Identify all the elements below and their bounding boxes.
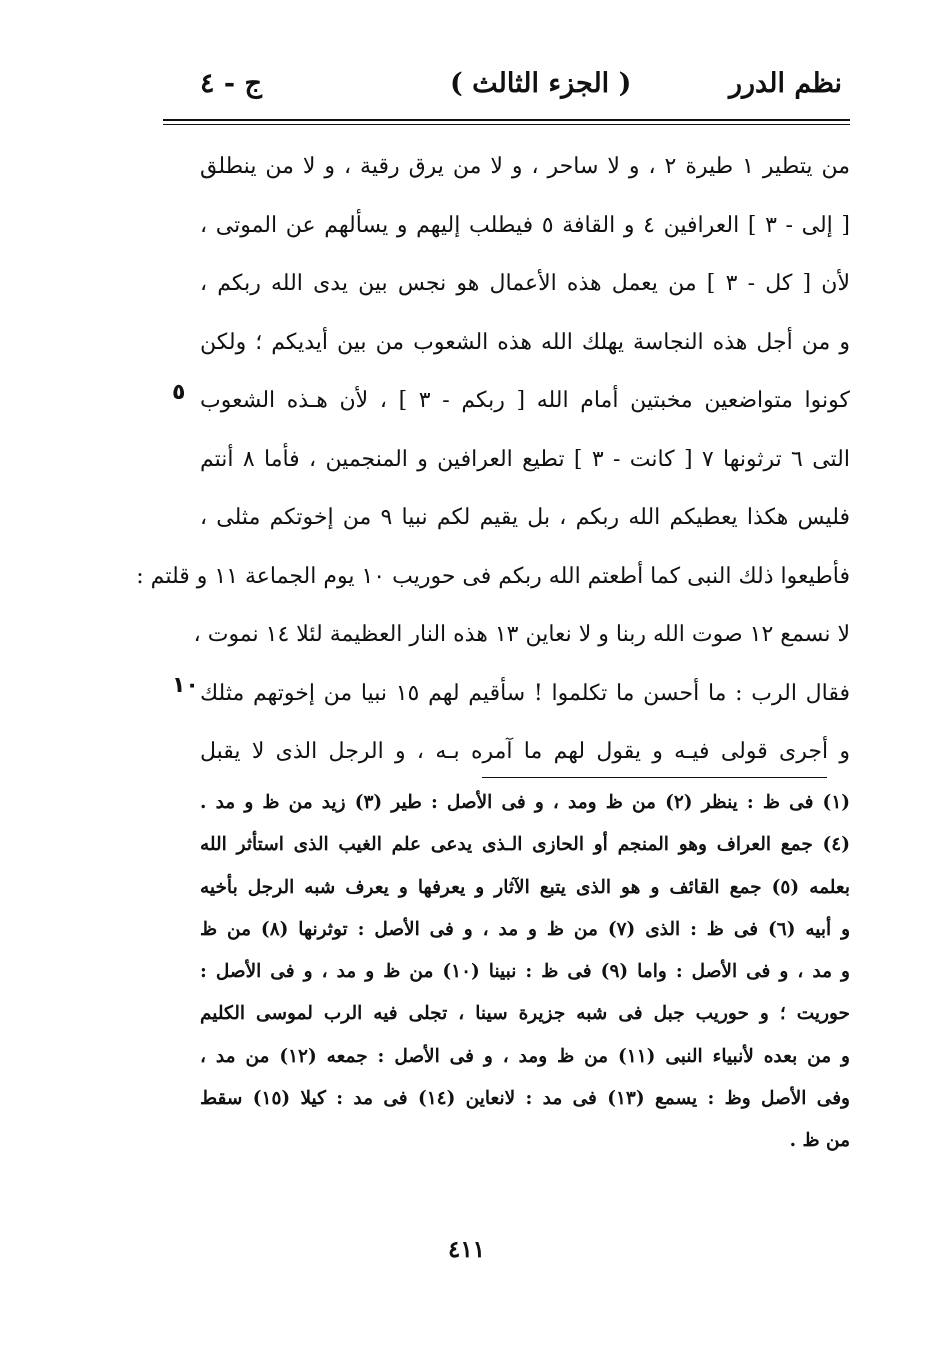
header-rule-thin: [163, 124, 850, 125]
text-line: التى ٦ ترثونها ٧ [ كانت - ٣ ] تطيع العرافين و المنجمين ، فأما ٨ أنتم: [200, 446, 850, 472]
text-line: و أجرى قولى فيـه و يقول لهم ما آمره بـه ، و الرجل الذى لا يقبل: [200, 739, 850, 764]
book-title: نظم الدرر: [728, 68, 842, 99]
text-line: من يتطير ١ طيرة ٢ ، و لا ساحر ، و لا من يرق رقية ، و لا من ينطلق: [200, 154, 850, 179]
text-line: فقال الرب : ما أحسن ما تكلموا ! سأقيم لهم ١٥ نبيا من إخوتهم مثلك: [200, 680, 850, 706]
footnote-line: من ظ .: [789, 1130, 850, 1152]
footnote-line: حوريت ؛ و حوريب جبل فى شبه جزيرة سينا ، تجلى فيه الرب لموسى الكليم: [200, 1003, 850, 1025]
text-line: فليس هكذا يعطيكم الله ربكم ، بل يقيم لكم نبيا ٩ من إخوتكم مثلى ،: [200, 505, 850, 530]
footnote-line: و أبيه (٦) فى ظ : الذى (٧) من ظ و مد ، و فى الأصل : توثرنها (٨) من ظ: [200, 918, 851, 940]
line-number-10: ١٠: [172, 673, 199, 698]
part-label: ( الجزء الثالث ): [450, 68, 632, 99]
footnote-separator: [482, 777, 827, 778]
footnote-line: (٤) جمع العراف وهو المنجم أو الحازى الـذى يدعى علم الغيب الذى استأثر الله: [200, 834, 850, 856]
footnotes: [200, 782, 850, 1163]
text-line: لا نسمع ١٢ صوت الله ربنا و لا نعاين ١٣ هذه النار العظيمة لئلا ١٤ نموت ،: [193, 622, 850, 647]
text-line: [ إلى - ٣ ] العرافين ٤ و القافة ٥ فيطلب إليهم و يسألهم عن الموتى ،: [200, 212, 851, 238]
text-line: و من أجل هذه النجاسة يهلك الله هذه الشعوب من بين أيديكم ؛ ولكن: [200, 329, 850, 355]
running-header: [160, 68, 850, 108]
footnote-line: و من بعده لأنبياء النبى (١١) من ظ ومد ، و فى الأصل : جمعه (١٢) من مد ،: [200, 1045, 850, 1067]
line-number-5: ٥: [172, 380, 186, 405]
text-line: كونوا متواضعين مخبتين أمام الله [ ربكم - ٣ ] ، لأن هـذه الشعوب: [200, 388, 850, 413]
footnote-line: و مد ، و فى الأصل : واما (٩) فى ظ : نبينا (١٠) من ظ و مد ، و فى الأصل :: [200, 961, 850, 983]
page-number: ٤١١: [447, 1236, 486, 1263]
footnote-line: (١) فى ظ : ينظر (٢) من ظ ومد ، و فى الأصل : طير (٣) زيد من ظ و مد .: [200, 792, 851, 813]
main-text: [136, 138, 851, 782]
volume-label: ج - ٤: [200, 68, 262, 99]
footnote-line: وفى الأصل وظ : يسمع (١٣) فى مد : لانعاين (١٤) فى مد : كيلا (١٥) سقط: [200, 1088, 850, 1110]
text-line: لأن [ كل - ٣ ] من يعمل هذه الأعمال هو نجس بين يدى الله ربكم ،: [200, 271, 850, 296]
header-rule-thick: [163, 119, 850, 121]
footnote-line: بعلمه (٥) جمع القائف و هو الذى يتبع الآثار و يعرفها و يعرف شبه الرجل بأخيه: [200, 876, 850, 898]
text-line: فأطيعوا ذلك النبى كما أطعتم الله ربكم فى حوريب ١٠ يوم الجماعة ١١ و قلتم :: [136, 563, 850, 589]
